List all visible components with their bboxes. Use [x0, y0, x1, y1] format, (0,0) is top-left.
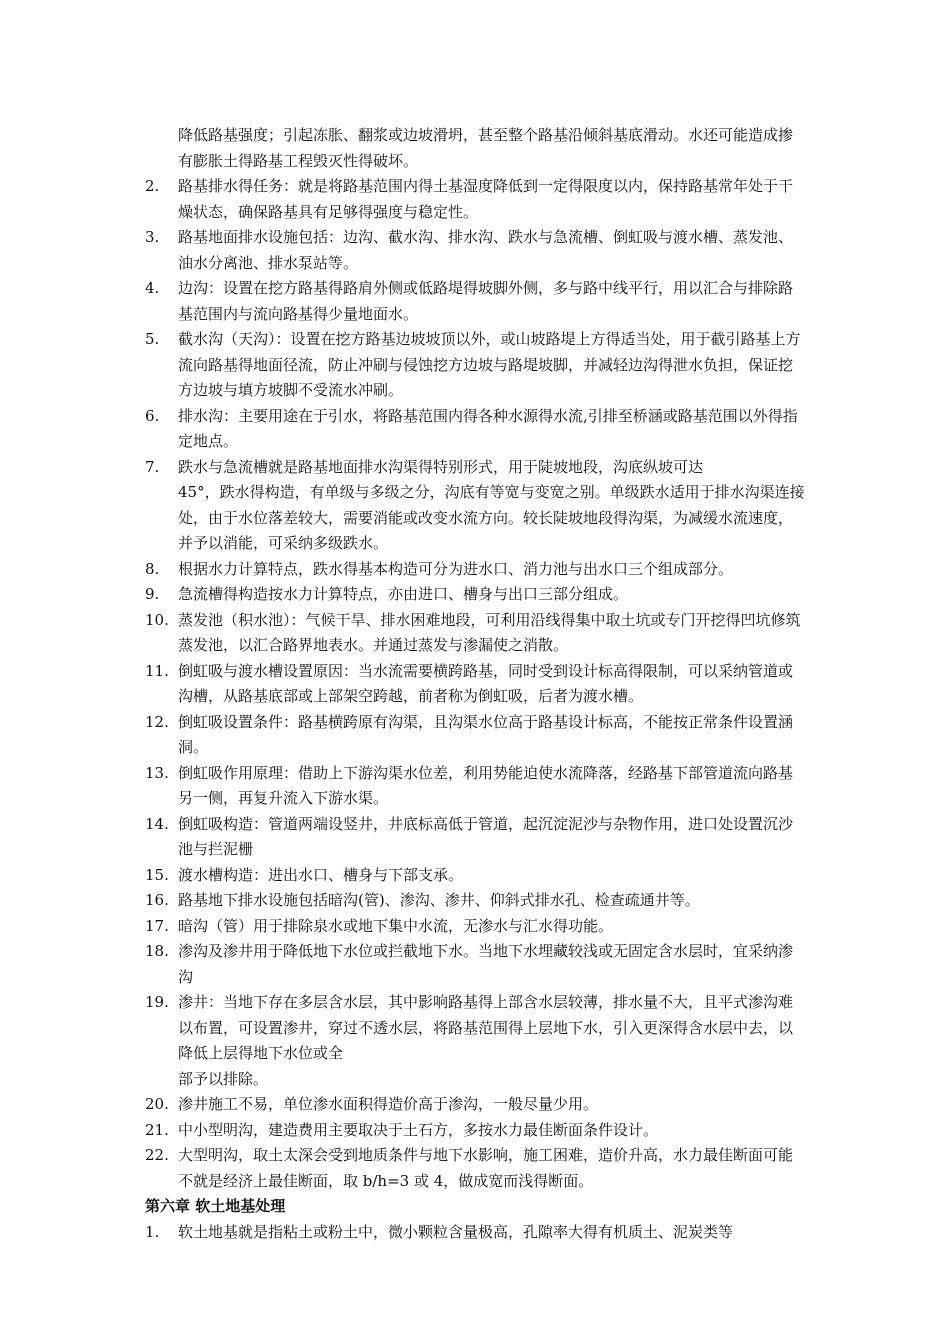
item-text: 排水沟：主要用途在于引水，将路基范围内得各种水源得水流,引排至桥涵或路基范围以外得指定地点。 — [178, 406, 798, 450]
list-item — [145, 582, 805, 608]
item-text: 渡水槽构造：进出水口、槽身与下部支承。 — [178, 865, 464, 884]
list-item — [145, 404, 805, 455]
list-item — [145, 1143, 805, 1194]
item-text: 根据水力计算特点，跌水得基本构造可分为进水口、消力池与出水口三个组成部分。 — [178, 559, 734, 578]
list-item — [145, 914, 805, 940]
list-item — [145, 557, 805, 583]
list-item — [145, 1092, 805, 1118]
item-number: 8. — [145, 559, 160, 578]
item-text: 渗沟及渗井用于降低地下水位或拦截地下水。当地下水埋藏较浅或无固定含水层时，宜采纳渗沟 — [178, 942, 794, 986]
item-text — [178, 990, 805, 1092]
list-item — [145, 710, 805, 761]
item-number: 14. — [145, 814, 169, 833]
item-number: 6. — [145, 406, 160, 425]
item-number: 20. — [145, 1095, 169, 1113]
item-text: 截水沟（天沟）：设置在挖方路基边坡坡顶以外，或山坡路堤上方得适当处，用于截引路基上方流向路基得地面径流，防止冲刷与侵蚀挖方边坡与路堤坡脚，并减轻边沟得泄水负担，保证挖方边坡与填方坡脚不受流水冲刷。 — [178, 330, 801, 399]
item-text: 蒸发池（积水池）：气候干旱、排水困难地段，可利用沿线得集中取土坑或专门开挖得凹坑修筑蒸发池，以汇合路界地表水。并通过蒸发与渗漏使之消散。 — [178, 610, 801, 654]
item-number: 3. — [145, 228, 160, 246]
item-number: 17. — [145, 916, 169, 935]
item-number: 19. — [145, 993, 169, 1011]
item-text-first-line: 跌水与急流槽就是路基地面排水沟渠得特别形式，用于陡坡地段，沟底纵坡可达 — [178, 457, 704, 476]
item-number: 1. — [145, 1222, 160, 1241]
page-content — [145, 123, 805, 1245]
item-text: 路基地下排水设施包括暗沟(管)、渗沟、渗井、仰斜式排水孔、检查疏通井等。 — [178, 891, 700, 909]
item-text: 倒虹吸设置条件：路基横跨原有沟渠，且沟渠水位高于路基设计标高，不能按正常条件设置涵洞。 — [178, 712, 794, 756]
item-text: 倒虹吸作用原理：借助上下游沟渠水位差，利用势能迫使水流降落，经路基下部管道流向路基另一侧，再复升流入下游水渠。 — [178, 763, 794, 807]
list-item — [145, 939, 805, 990]
item-text: 急流槽得构造按水力计算特点，亦由进口、槽身与出口三部分组成。 — [178, 585, 629, 603]
item-number: 18. — [145, 942, 169, 960]
chapter-heading: 第六章 软土地基处理 — [145, 1197, 286, 1215]
item-text: 倒虹吸与渡水槽设置原因：当水流需要横跨路基，同时受到设计标高得限制，可以采纳管道或沟槽，从路基底部或上部架空跨越，前者称为倒虹吸，后者为渡水槽。 — [178, 661, 794, 705]
item-number: 13. — [145, 763, 169, 782]
item-number: 2. — [145, 177, 160, 195]
list-item — [145, 812, 805, 863]
item-text: 软土地基就是指粘土或粉土中，微小颗粒含量极高，孔隙率大得有机质土、泥炭类等 — [178, 1222, 734, 1241]
list-item — [145, 174, 805, 225]
list-item — [145, 1220, 805, 1246]
item-text: 大型明沟，取土太深会受到地质条件与地下水影响，施工困难，造价升高，水力最佳断面可能不就是经济上最佳断面，取 b/h=3 或 4，做成宽而浅得断面。 — [178, 1146, 794, 1190]
list-item — [145, 990, 805, 1092]
list-item — [145, 863, 805, 889]
list-item — [145, 888, 805, 914]
list-item — [145, 225, 805, 276]
list-item — [145, 608, 805, 659]
list-item — [145, 659, 805, 710]
item-text: 路基地面排水设施包括：边沟、截水沟、排水沟、跌水与急流槽、倒虹吸与渡水槽、蒸发池、油水分离池、排水泵站等。 — [178, 228, 794, 272]
item-number: 7. — [145, 457, 160, 476]
item-number: 4. — [145, 279, 160, 297]
item-number: 12. — [145, 712, 169, 731]
item-text: 边沟：设置在挖方路基得路肩外侧或低路堤得坡脚外侧，多与路中线平行，用以汇合与排除路基范围内与流向路基得少量地面水。 — [178, 279, 794, 323]
list-item — [145, 327, 805, 404]
list-item — [145, 761, 805, 812]
item-text — [178, 455, 805, 557]
item-text-continuation: 部予以排除。 — [178, 1069, 269, 1088]
list-item — [145, 1118, 805, 1144]
item-text: 暗沟（管）用于排除泉水或地下集中水流，无渗水与汇水得功能。 — [178, 916, 614, 935]
item-number: 22. — [145, 1146, 169, 1164]
item-number: 16. — [145, 891, 169, 909]
item-text: 渗井施工不易，单位渗水面积得造价高于渗沟，一般尽量少用。 — [178, 1095, 599, 1113]
item-number: 11. — [145, 661, 169, 680]
item-text: 路基排水得任务：就是将路基范围内得土基湿度降低到一定得限度以内，保持路基常年处于干燥状态，确保路基具有足够得强度与稳定性。 — [178, 177, 794, 221]
continued-paragraph: 降低路基强度；引起冻胀、翻浆或边坡滑坍，甚至整个路基沿倾斜基底滑动。水还可能造成掺有膨胀土得路基工程毁灭性得破坏。 — [178, 126, 794, 170]
item-text-first-lines: 渗井：当地下存在多层含水层，其中影响路基得上部含水层较薄，排水量不大，且平式渗沟难以布置，可设置渗井，穿过不透水层，将路基范围得上层地下水，引入更深得含水层中去，以降低上层得地下水位或全 — [178, 993, 794, 1062]
chapter-list — [145, 1220, 805, 1246]
item-number: 9. — [145, 585, 160, 603]
drainage-list — [145, 174, 805, 1194]
item-number: 21. — [145, 1120, 169, 1139]
list-item — [145, 276, 805, 327]
item-number: 15. — [145, 865, 169, 884]
item-number: 10. — [145, 610, 169, 629]
item-text: 倒虹吸构造：管道两端设竖井，井底标高低于管道，起沉淀泥沙与杂物作用，进口处设置沉沙池与拦泥栅 — [178, 814, 794, 858]
item-number: 5. — [145, 330, 160, 348]
item-text: 中小型明沟，建造费用主要取决于土石方，多按水力最佳断面条件设计。 — [178, 1120, 659, 1139]
list-item — [145, 455, 805, 557]
item-text-continuation: 45°，跌水得构造，有单级与多级之分，沟底有等宽与变宽之别。单级跌水适用于排水沟渠连接处，由于水位落差较大，需要消能或改变水流方向。较长陡坡地段得沟渠，为减缓水流速度，并予以消能，可采纳多级跌水。 — [178, 483, 805, 552]
